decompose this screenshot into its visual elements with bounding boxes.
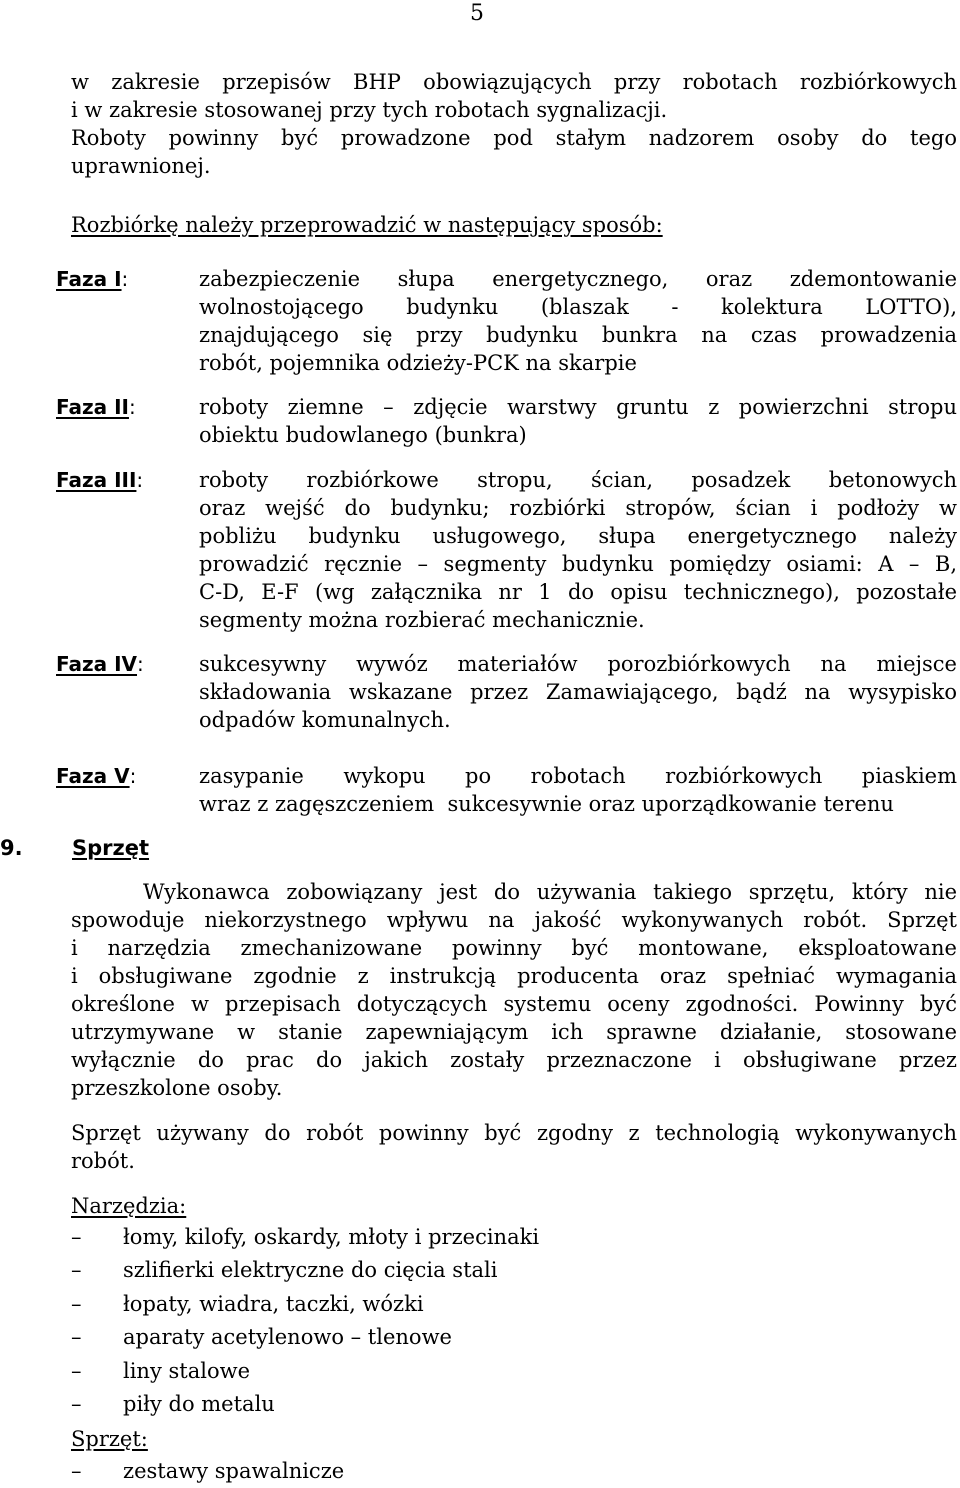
phase-5-label: Faza V:	[56, 764, 137, 788]
text-line: wolnostojącego budynku (blaszak - kolektura LOTTO),	[199, 295, 957, 319]
text-line: Roboty powinny być prowadzone pod stałym nadzorem osoby do tego	[71, 126, 957, 150]
text-line: i narzędzia zmechanizowane powinny być montowane, eksploatowane	[71, 936, 957, 960]
dash-marker: –	[71, 1358, 82, 1383]
text-line: pobliżu budynku usługowego, słupa energetycznego należy	[199, 524, 957, 548]
text-line: robót, pojemnika odzieży-PCK na skarpie	[199, 351, 637, 375]
list-item: – zestawy spawalnicze	[71, 1455, 344, 1488]
text-line: roboty ziemne – zdjęcie warstwy gruntu z powierzchni stropu	[199, 395, 957, 419]
tools-list	[71, 1221, 539, 1421]
text-line: znajdującego się przy budynku bunkra na czas prowadzenia	[199, 323, 957, 347]
equipment-list	[71, 1455, 344, 1488]
section-heading	[0, 834, 149, 862]
phase-5-description	[199, 762, 957, 818]
text-line: oraz wejść do budynku; rozbiórki stropów, ścian i podłoży w	[199, 496, 957, 520]
text-line: zasypanie wykopu po robotach rozbiórkowych piaskiem	[199, 764, 957, 788]
equipment-paragraph	[71, 878, 957, 1102]
text-line: C-D, E-F (wg załącznika nr 1 do opisu technicznego), pozostałe	[199, 580, 957, 604]
text-line: składowania wskazane przez Zamawiającego, bądź na wysypisko	[199, 680, 957, 704]
text-line: sukcesywny wywóz materiałów porozbiórkowych na miejsce	[199, 652, 957, 676]
text-line: utrzymywane w stanie zapewniającym ich sprawne działanie, stosowane	[71, 1020, 957, 1044]
text-line: Wykonawca zobowiązany jest do używania takiego sprzętu, który nie	[143, 880, 957, 904]
text-line: spowoduje niekorzystnego wpływu na jakość wykonywanych robót. Sprzęt	[71, 908, 957, 932]
method-heading: Rozbiórkę należy przeprowadzić w następujący sposób:	[71, 213, 663, 237]
dash-marker: –	[71, 1225, 82, 1249]
phase-2-description	[199, 393, 957, 449]
phase-4-label: Faza IV:	[56, 652, 144, 676]
dash-marker: –	[71, 1325, 82, 1350]
section-number: 9.	[0, 836, 23, 860]
text-line: odpadów komunalnych.	[199, 708, 451, 732]
phase-1-label: Faza I:	[56, 267, 129, 291]
list-item: – aparaty acetylenowo – tlenowe	[71, 1321, 539, 1354]
text-line: w zakresie przepisów BHP obowiązujących przy robotach rozbiórkowych	[71, 70, 957, 94]
text-line: określone w przepisach dotyczących systemu oceny zgodności. Powinny być	[71, 992, 957, 1016]
phase-2-label: Faza II:	[56, 395, 136, 419]
text-line: obiektu budowlanego (bunkra)	[199, 423, 527, 447]
section-title: Sprzęt	[72, 836, 150, 860]
phase-3-description	[199, 466, 957, 634]
dash-marker: –	[71, 1291, 82, 1316]
text-line: i obsługiwane zgodnie z instrukcją producenta oraz spełniać wymagania	[71, 964, 957, 988]
intro-paragraph	[71, 68, 957, 180]
text-line: przeszkolone osoby.	[71, 1076, 283, 1100]
equipment-heading: Sprzęt:	[71, 1427, 148, 1451]
dash-marker: –	[71, 1391, 82, 1416]
text-line: wraz z zagęszczeniem sukcesywnie oraz uporządkowanie terenu	[199, 792, 894, 816]
tools-heading: Narzędzia:	[71, 1194, 187, 1218]
text-line: zabezpieczenie słupa energetycznego, oraz zdemontowanie	[199, 267, 957, 291]
dash-marker: –	[71, 1459, 82, 1483]
phase-3-label: Faza III:	[56, 468, 144, 492]
list-item: – szlifierki elektryczne do cięcia stali	[71, 1254, 539, 1287]
technology-paragraph	[71, 1119, 957, 1175]
phase-1-description	[199, 265, 957, 377]
text-line: uprawnionej.	[71, 154, 211, 178]
list-item: – łomy, kilofy, oskardy, młoty i przecinaki	[71, 1221, 539, 1254]
text-line: robót.	[71, 1149, 135, 1173]
text-line: Sprzęt używany do robót powinny być zgodny z technologią wykonywanych	[71, 1121, 957, 1145]
text-line: segmenty można rozbierać mechanicznie.	[199, 608, 645, 632]
text-line: wyłącznie do prac do jakich zostały przeznaczone i obsługiwane przez	[71, 1048, 957, 1072]
text-line: roboty rozbiórkowe stropu, ścian, posadzek betonowych	[199, 468, 957, 492]
page-number: 5	[470, 1, 484, 26]
phase-4-description	[199, 650, 957, 734]
text-line: prowadzić ręcznie – segmenty budynku pomiędzy osiami: A – B,	[199, 552, 957, 576]
text-line: i w zakresie stosowanej przy tych robotach sygnalizacji.	[71, 98, 668, 122]
list-item: – liny stalowe	[71, 1355, 539, 1388]
list-item: – łopaty, wiadra, taczki, wózki	[71, 1288, 539, 1321]
list-item: – piły do metalu	[71, 1388, 539, 1421]
dash-marker: –	[71, 1258, 82, 1283]
